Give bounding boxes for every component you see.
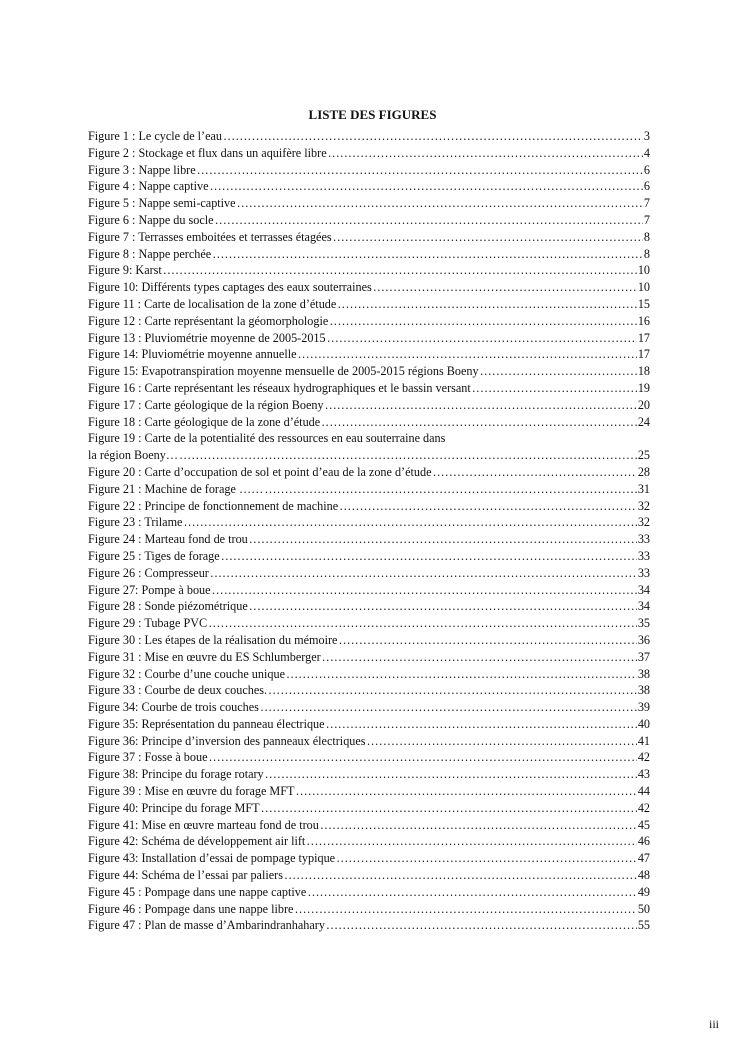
figure-label: Figure 29 : Tubage PVC: [88, 616, 208, 631]
figure-label: Figure 4 : Nappe captive: [88, 179, 209, 194]
figure-page: 34: [637, 582, 650, 597]
figure-entry: [88, 582, 650, 599]
dot-leader: [472, 380, 637, 397]
dot-leader: [306, 833, 637, 850]
figure-label: Figure 36: Principe d’inversion des panneaux électriques: [88, 733, 366, 748]
figure-page: 34: [637, 599, 650, 614]
figure-page: 18: [637, 364, 650, 379]
figure-entry: [88, 666, 650, 683]
figure-entry: [88, 397, 650, 414]
dot-leader: [321, 414, 637, 431]
figure-19-line-2: [88, 447, 650, 464]
figure-page: 8: [643, 246, 650, 261]
figure-label: Figure 17 : Carte géologique de la région Boeny: [88, 397, 324, 412]
dot-leader: [294, 901, 636, 918]
figure-page: 49: [637, 884, 650, 899]
figure-label: Figure 31 : Mise en œuvre du ES Schlumberger: [88, 649, 321, 664]
figure-entry: [88, 296, 650, 313]
figure-label: Figure 44: Schéma de l’essai par paliers: [88, 868, 283, 883]
figure-page: 4: [643, 145, 650, 160]
figure-entry: [88, 783, 650, 800]
dot-leader: [163, 262, 637, 279]
figure-entry: [88, 464, 650, 481]
figure-entry: [88, 766, 650, 783]
figure-list: [88, 128, 650, 934]
figure-entry: [88, 867, 650, 884]
figure-entry: [88, 615, 650, 632]
figure-entry: [88, 598, 650, 615]
figure-entry: [88, 346, 650, 363]
figure-entry: [88, 279, 650, 296]
figure-page: 50: [637, 901, 650, 916]
figure-page: 3: [643, 129, 650, 143]
figure-label: Figure 8 : Nappe perchée: [88, 246, 212, 261]
dot-leader: [237, 195, 643, 212]
figure-entry: [88, 850, 650, 867]
figure-label: Figure 21 : Machine de forage ……: [88, 481, 264, 496]
dot-leader: [325, 397, 637, 414]
figure-page: 36: [637, 632, 650, 647]
figure-page: 47: [637, 851, 650, 866]
figure-entry: [88, 733, 650, 750]
figure-19-label-cont: la région Boeny…: [88, 448, 179, 463]
figure-page: 42: [637, 800, 650, 815]
dot-leader: [373, 279, 637, 296]
figure-page: 38: [637, 683, 650, 698]
figure-label: Figure 25 : Tiges de forage: [88, 548, 220, 563]
dot-leader: [208, 615, 637, 632]
dot-leader: [307, 884, 637, 901]
figure-label: Figure 24 : Marteau fond de trou: [88, 532, 248, 547]
dot-leader: [209, 749, 637, 766]
dot-leader: [326, 716, 637, 733]
figure-label: Figure 26 : Compresseur: [88, 565, 209, 580]
figure-entry: [88, 178, 650, 195]
figure-label: Figure 37 : Fosse à boue: [88, 750, 208, 765]
figure-label: Figure 40: Principe du forage MFT: [88, 800, 260, 815]
figure-label: Figure 22 : Principe de fonctionnement de machine: [88, 498, 339, 513]
figure-page: 33: [637, 548, 650, 563]
figure-entry: [88, 917, 650, 934]
figure-label: Figure 28 : Sonde piézométrique: [88, 599, 248, 614]
figure-page: 15: [637, 296, 650, 311]
figure-page: 7: [643, 196, 650, 211]
dot-leader: [197, 162, 643, 179]
figure-label: Figure 15: Evapotranspiration moyenne mensuelle de 2005-2015 régions Boeny: [88, 364, 479, 379]
figure-label: Figure 45 : Pompage dans une nappe captive: [88, 884, 307, 899]
figure-page: 42: [637, 750, 650, 765]
figure-entry: [88, 195, 650, 212]
figure-entry: [88, 514, 650, 531]
figure-label: Figure 41: Mise en œuvre marteau fond de trou: [88, 817, 319, 832]
figure-19-page: 25: [637, 448, 650, 463]
figure-entry: [88, 699, 650, 716]
dot-leader: [261, 800, 637, 817]
figure-entry: [88, 363, 650, 380]
figure-page: 32: [637, 515, 650, 530]
figure-label: Figure 9: Karst: [88, 263, 162, 278]
dot-leader: [367, 733, 637, 750]
figure-label: Figure 23 : Trilame: [88, 515, 183, 530]
figure-entry: [88, 749, 650, 766]
dot-leader: [215, 212, 643, 229]
figure-page: 32: [637, 498, 650, 513]
figure-page: 48: [637, 868, 650, 883]
figure-entry: [88, 229, 650, 246]
figure-entry: [88, 833, 650, 850]
figure-entry: [88, 313, 650, 330]
figure-page: 6: [643, 162, 650, 177]
figure-entry: [88, 817, 650, 834]
figure-page: 10: [637, 263, 650, 278]
figure-entry: [88, 246, 650, 263]
figure-label: Figure 46 : Pompage dans une nappe libre: [88, 901, 294, 916]
figure-label: Figure 42: Schéma de développement air lift: [88, 834, 306, 849]
figure-page: 33: [637, 565, 650, 580]
dot-leader: [212, 582, 637, 599]
dot-leader: [333, 229, 643, 246]
figure-label: Figure 5 : Nappe semi-captive: [88, 196, 236, 211]
dot-leader: [329, 313, 637, 330]
figure-entry: [88, 162, 650, 179]
figure-page: 43: [637, 767, 650, 782]
dot-leader: [249, 598, 637, 615]
figure-label: Figure 35: Représentation du panneau électrique: [88, 716, 325, 731]
dot-leader: [212, 246, 643, 263]
figure-entry: [88, 649, 650, 666]
dot-leader: [328, 145, 643, 162]
dot-leader: [433, 464, 637, 481]
figure-page: 10: [637, 280, 650, 295]
figure-entry: [88, 682, 650, 699]
dot-leader: [179, 447, 637, 464]
figure-page: 20: [637, 397, 650, 412]
dot-leader: [223, 128, 643, 145]
figure-entry: [88, 380, 650, 397]
figure-label: Figure 6 : Nappe du socle: [88, 212, 214, 227]
figure-page: 45: [637, 817, 650, 832]
figure-entry: [88, 565, 650, 582]
dot-leader: [326, 917, 637, 934]
figure-entry: [88, 716, 650, 733]
figure-label: Figure 3 : Nappe libre: [88, 162, 196, 177]
figure-page: 35: [637, 616, 650, 631]
figure-19-line-1: Figure 19 : Carte de la potentialité des ressources en eau souterraine dans: [88, 431, 446, 446]
figure-page: 8: [643, 229, 650, 244]
figure-entry: [88, 330, 650, 347]
figure-label: Figure 34: Courbe de trois couches: [88, 700, 259, 715]
dot-leader: [322, 649, 637, 666]
figure-entry: [88, 531, 650, 548]
figure-list-part-1: [88, 128, 650, 430]
dot-leader: [221, 548, 637, 565]
figure-entry: [88, 800, 650, 817]
dot-leader: [268, 682, 637, 699]
figure-entry: [88, 212, 650, 229]
figure-label: Figure 13 : Pluviométrie moyenne de 2005-2015: [88, 330, 326, 345]
figure-page: 41: [637, 733, 650, 748]
figure-page: 24: [637, 414, 650, 429]
figure-label: Figure 14: Pluviométrie moyenne annuelle: [88, 347, 297, 362]
figure-entry: [88, 128, 650, 145]
figure-page: 31: [637, 481, 650, 496]
figure-page: 38: [637, 666, 650, 681]
figure-page: 46: [637, 834, 650, 849]
figure-page: 55: [637, 918, 650, 933]
dot-leader: [264, 481, 636, 498]
figure-label: Figure 33 : Courbe de deux couches.: [88, 683, 268, 698]
figure-entry: [88, 632, 650, 649]
dot-leader: [295, 783, 636, 800]
dot-leader: [339, 498, 637, 515]
figure-page: 28: [637, 464, 650, 479]
dot-leader: [480, 363, 637, 380]
figure-label: Figure 12 : Carte représentant la géomorphologie: [88, 313, 329, 328]
figure-label: Figure 20 : Carte d’occupation de sol et point d’eau de la zone d’étude: [88, 464, 432, 479]
figure-label: Figure 18 : Carte géologique de la zone d’étude: [88, 414, 321, 429]
dot-leader: [336, 850, 637, 867]
dot-leader: [284, 867, 637, 884]
dot-leader: [298, 346, 637, 363]
figure-page: 44: [637, 784, 650, 799]
figure-label: Figure 39 : Mise en œuvre du forage MFT: [88, 784, 295, 799]
figure-page: 19: [637, 380, 650, 395]
dot-leader: [320, 817, 637, 834]
figure-list-part-2: [88, 464, 650, 934]
figure-entry: [88, 901, 650, 918]
figure-page: 16: [637, 313, 650, 328]
figure-entry-19: [88, 430, 650, 464]
figure-entry: [88, 481, 650, 498]
dot-leader: [286, 666, 637, 683]
figure-label: Figure 2 : Stockage et flux dans un aquifère libre: [88, 145, 327, 160]
dot-leader: [337, 296, 637, 313]
figure-page: 39: [637, 700, 650, 715]
page-number: iii: [709, 1017, 720, 1031]
dot-leader: [249, 531, 637, 548]
page-heading: LISTE DES FIGURES: [308, 107, 437, 122]
figure-label: Figure 11 : Carte de localisation de la zone d’étude: [88, 296, 337, 311]
figure-label: Figure 30 : Les étapes de la réalisation du mémoire: [88, 632, 338, 647]
dot-leader: [327, 330, 637, 347]
dot-leader: [260, 699, 637, 716]
figure-label: Figure 1 : Le cycle de l’eau: [88, 129, 223, 143]
figure-label: Figure 38: Principe du forage rotary: [88, 767, 264, 782]
figure-page: 17: [637, 330, 650, 345]
figure-label: Figure 47 : Plan de masse d’Ambarindranhahary: [88, 918, 325, 933]
figure-label: Figure 16 : Carte représentant les réseaux hydrographiques et le bassin versant: [88, 380, 471, 395]
dot-leader: [210, 565, 637, 582]
figure-label: Figure 10: Différents types captages des eaux souterraines: [88, 280, 372, 295]
figure-label: Figure 27: Pompe à boue: [88, 582, 211, 597]
figure-entry: [88, 498, 650, 515]
dot-leader: [338, 632, 636, 649]
figure-page: 7: [643, 212, 650, 227]
figure-label: Figure 32 : Courbe d’une couche unique: [88, 666, 285, 681]
figure-entry: [88, 145, 650, 162]
figure-page: 33: [637, 532, 650, 547]
figure-page: 40: [637, 716, 650, 731]
figure-entry: [88, 414, 650, 431]
figure-page: 37: [637, 649, 650, 664]
figure-entry: [88, 262, 650, 279]
figure-label: Figure 43: Installation d’essai de pompage typique: [88, 851, 336, 866]
figure-page: 17: [637, 347, 650, 362]
dot-leader: [183, 514, 636, 531]
figure-entry: [88, 884, 650, 901]
figure-label: Figure 7 : Terrasses emboitées et terrasses étagées: [88, 229, 332, 244]
figure-page: 6: [643, 179, 650, 194]
dot-leader: [209, 178, 642, 195]
dot-leader: [265, 766, 637, 783]
figure-entry: [88, 548, 650, 565]
